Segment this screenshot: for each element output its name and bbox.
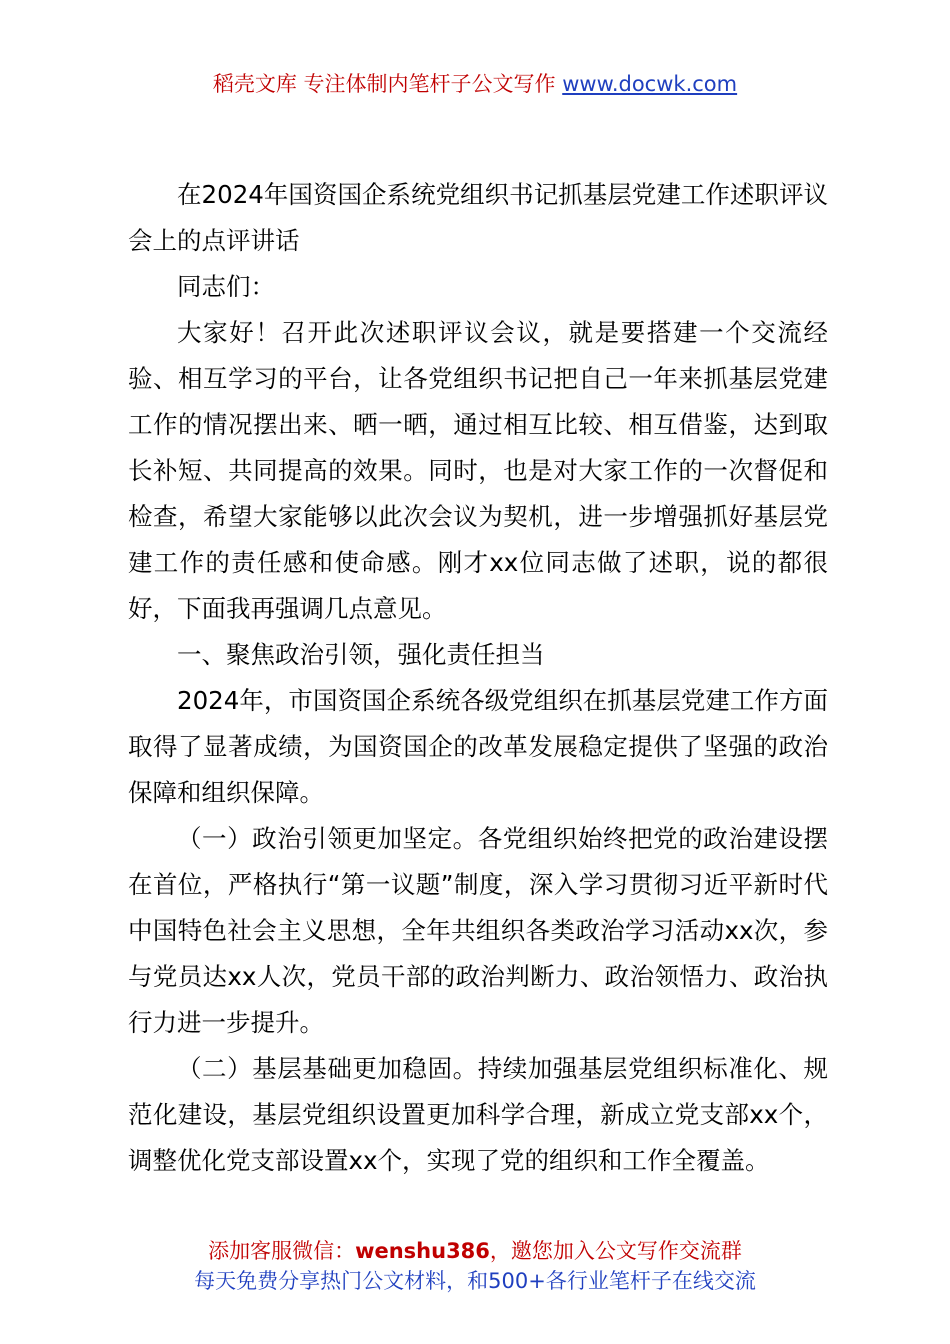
site-url-link[interactable]: www.docwk.com: [562, 72, 738, 96]
section-heading: 一、聚焦政治引领，强化责任担当: [177, 640, 545, 669]
document-title: 在2024年国资国企系统党组织书记抓基层党建工作述职评议会上的点评讲话: [128, 180, 828, 255]
body-paragraph: 2024年，市国资国企系统各级党组织在抓基层党建工作方面取得了显著成绩，为国资国企的改革发展稳定提供了坚强的政治保障和组织保障。: [128, 686, 828, 807]
footer-contact-prefix: 添加客服微信：: [208, 1239, 356, 1263]
body-paragraph: 大家好！召开此次述职评议会议，就是要搭建一个交流经验、相互学习的平台，让各党组织书记把自己一年来抓基层党建工作的情况摆出来、晒一晒，通过相互比较、相互借鉴，达到取长补短、共同提高的效果。同时，也是对大家工作的一次督促和检查，希望大家能够以此次会议为契机，进一步增强抓好基层党建工作的责任感和使命感。刚才xx位同志做了述职，说的都很好，下面我再强调几点意见。: [128, 318, 828, 623]
footer-contact-suffix: ，邀您加入公文写作交流群: [489, 1239, 742, 1263]
footer-wechat-id: wenshu386: [355, 1239, 490, 1263]
document-body: [128, 172, 828, 1184]
site-banner-text: 稻壳文库 专注体制内笔杆子公文写作: [212, 72, 563, 96]
page-header: [0, 68, 950, 100]
footer-line-promo: 每天免费分享热门公文材料，和500+各行业笔杆子在线交流: [194, 1269, 756, 1293]
body-paragraph: （一）政治引领更加坚定。各党组织始终把党的政治建设摆在首位，严格执行“第一议题”制度，深入学习贯彻习近平新时代中国特色社会主义思想，全年共组织各类政治学习活动xx次，参与党员达xx人次，党员干部的政治判断力、政治领悟力、政治执行力进一步提升。: [128, 824, 828, 1037]
page-footer: [0, 1236, 950, 1296]
footer-line-contact: [0, 1236, 950, 1266]
salutation: 同志们：: [177, 272, 275, 301]
body-paragraph: （二）基层基础更加稳固。持续加强基层党组织标准化、规范化建设，基层党组织设置更加科学合理，新成立党支部xx个，调整优化党支部设置xx个，实现了党的组织和工作全覆盖。: [128, 1054, 828, 1175]
